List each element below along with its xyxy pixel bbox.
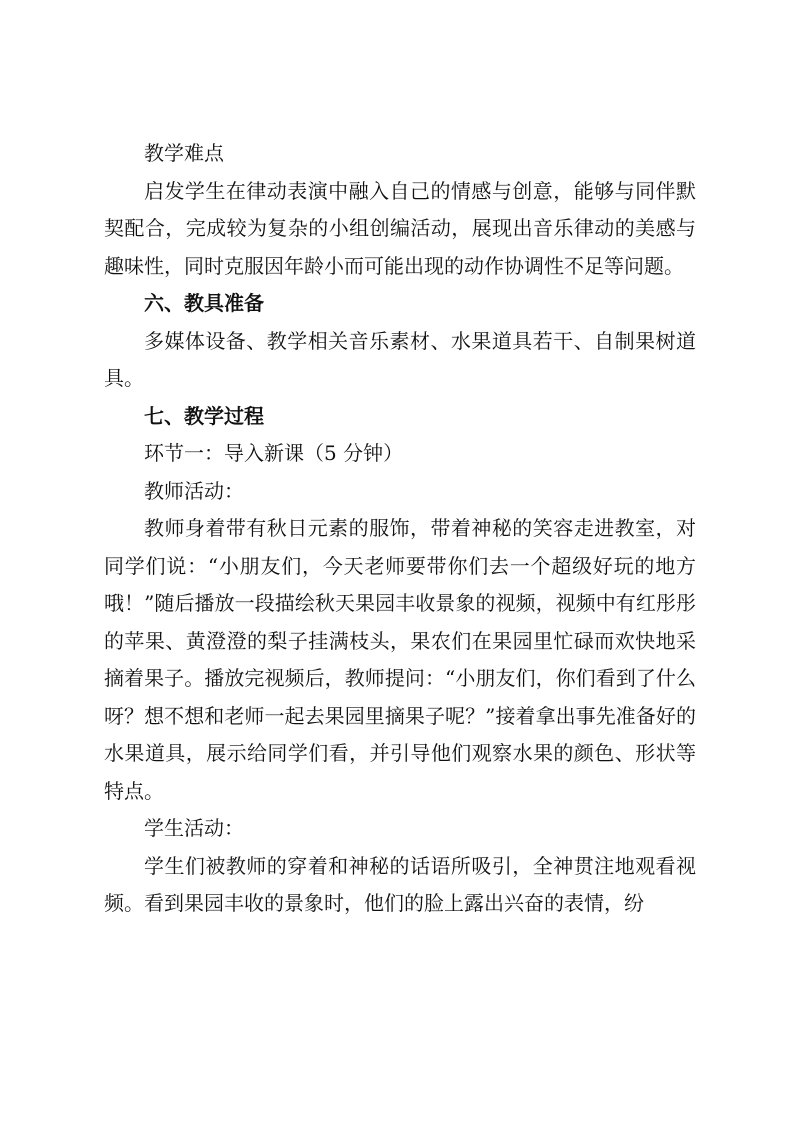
document-page	[104, 135, 696, 923]
paragraph-student-activity: 学生们被教师的穿着和神秘的话语所吸引，全神贯注地观看视频。看到果园丰收的景象时，他们的脸上露出兴奋的表情，纷	[104, 853, 696, 915]
label-student-activity: 学生活动：	[144, 816, 244, 840]
section-heading-teaching-aids: 六、教具准备	[144, 291, 264, 315]
paragraph-teacher-activity: 教师身着带有秋日元素的服饰，带着神秘的笑容走进教室，对同学们说：“小朋友们，今天老师要带你们去一个超级好玩的地方哦！”随后播放一段描绘秋天果园丰收景象的视频，视频中有红彤彤的苹果、黄澄澄的梨子挂满枝头，果农们在果园里忙碌而欢快地采摘着果子。播放完视频后，教师提问：“小朋友们，你们看到了什么呀？想不想和老师一起去果园里摘果子呢？”接着拿出事先准备好的水果道具，展示给同学们看，并引导他们观察水果的颜色、形状等特点。	[104, 516, 696, 803]
section-heading-teaching-process: 七、教学过程	[144, 403, 264, 428]
subheading-teaching-difficulty: 教学难点	[144, 141, 224, 165]
paragraph-difficulty-description: 启发学生在律动表演中融入自己的情感与创意，能够与同伴默契配合，完成较为复杂的小组创编活动，展现出音乐律动的美感与趣味性，同时克服因年龄小而可能出现的动作协调性不足等问题。	[104, 178, 696, 278]
paragraph-teaching-aids: 多媒体设备、教学相关音乐素材、水果道具若干、自制果树道具。	[104, 328, 696, 390]
label-teacher-activity: 教师活动：	[144, 478, 244, 503]
step-heading-introduction: 环节一：导入新课（5 分钟）	[144, 441, 404, 465]
